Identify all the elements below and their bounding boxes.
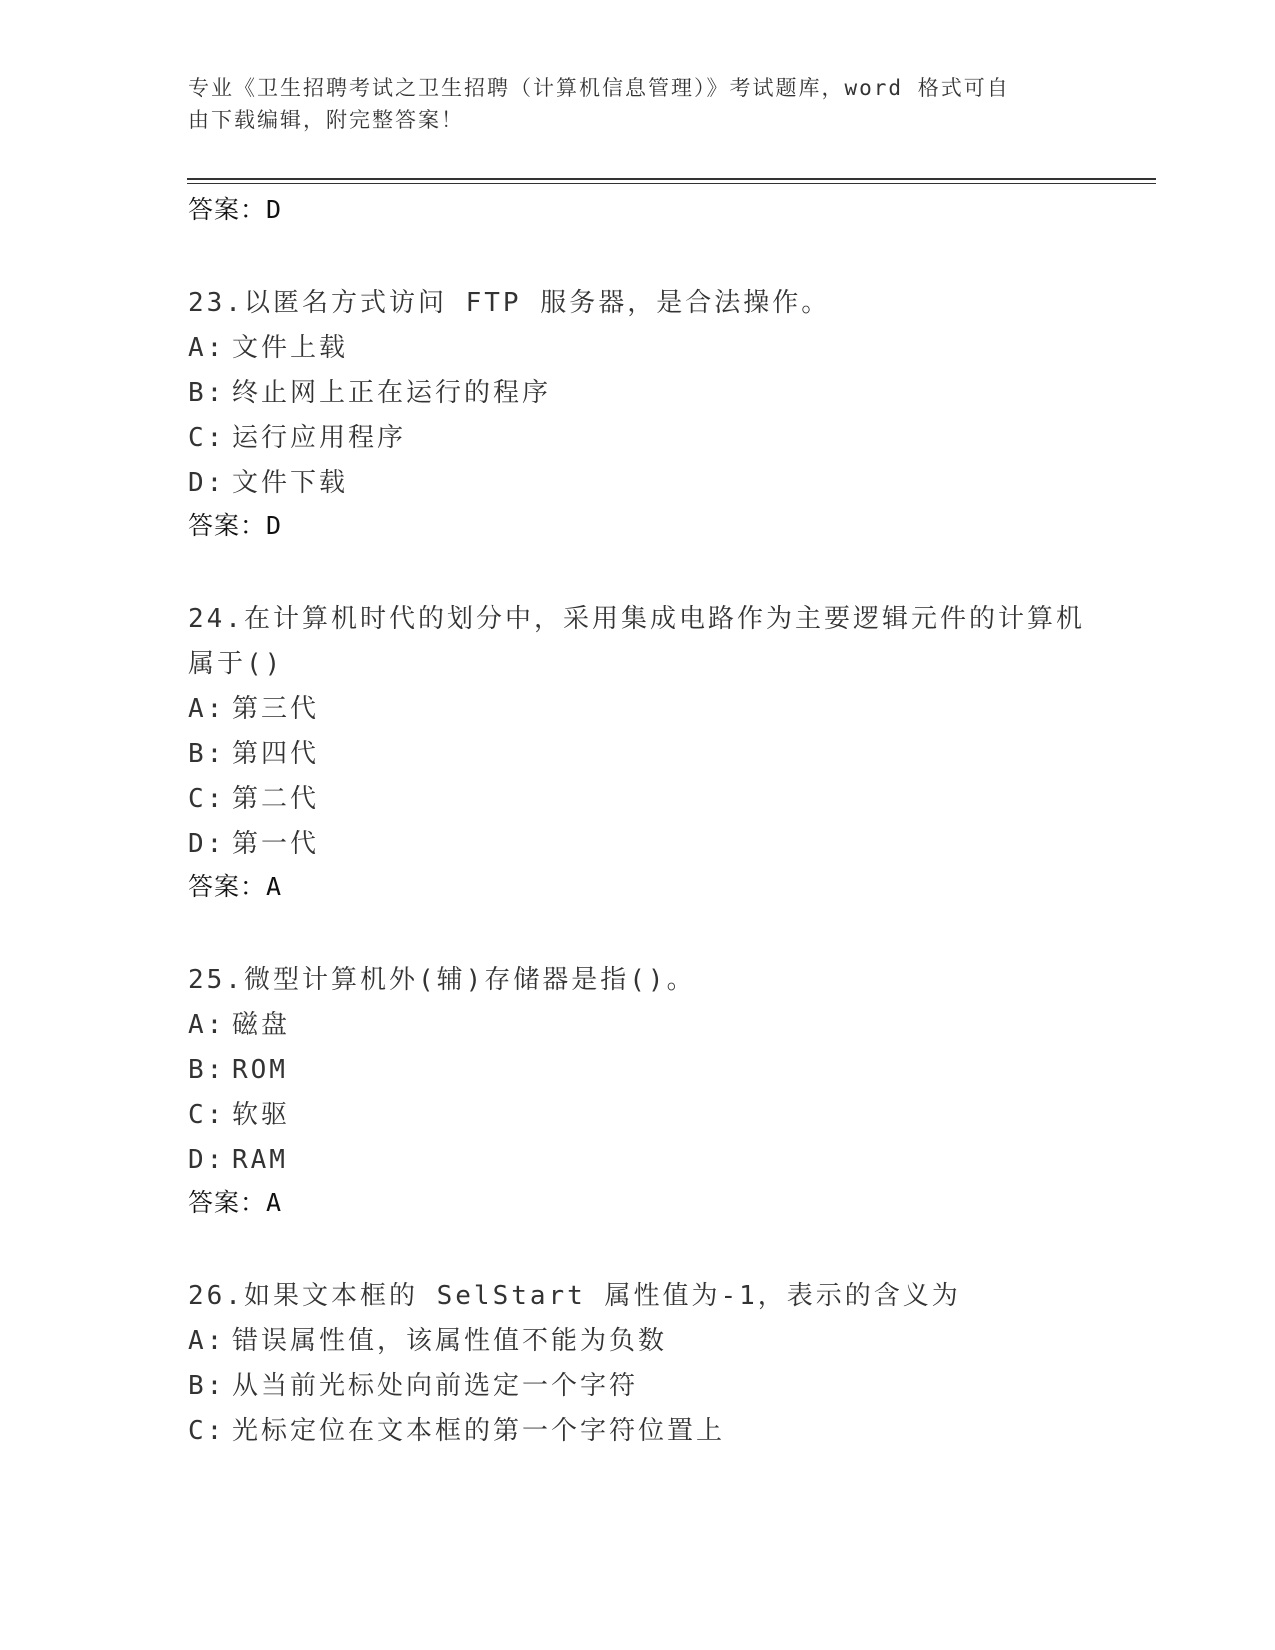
- option-c: [188, 777, 1088, 822]
- option-key: B:: [188, 1055, 226, 1085]
- option-key: A:: [188, 1010, 226, 1040]
- option-text: 运行应用程序: [232, 423, 407, 453]
- option-text: 第四代: [232, 739, 320, 769]
- answer-label: 答案：A: [188, 1188, 283, 1217]
- question-list: [188, 190, 1088, 1454]
- option-text: 第一代: [232, 829, 320, 859]
- option-text: 光标定位在文本框的第一个字符位置上: [232, 1416, 726, 1446]
- option-key: C:: [188, 784, 226, 814]
- option-a: [188, 326, 1088, 371]
- option-b: [188, 371, 1088, 416]
- answer-label: 答案：D: [188, 511, 283, 540]
- question-25: [188, 958, 1088, 1228]
- option-text: 文件下载: [232, 468, 349, 498]
- option-key: C:: [188, 423, 226, 453]
- answer-label: 答案：A: [188, 872, 283, 901]
- option-key: A:: [188, 333, 226, 363]
- option-c: [188, 1409, 1088, 1454]
- option-a: [188, 1319, 1088, 1364]
- answer-label: 答案：D: [188, 195, 283, 224]
- option-key: B:: [188, 1371, 226, 1401]
- option-b: [188, 732, 1088, 777]
- option-key: D:: [188, 1145, 226, 1175]
- option-key: A:: [188, 1326, 226, 1356]
- option-text: 错误属性值，该属性值不能为负数: [232, 1326, 668, 1356]
- option-key: C:: [188, 1416, 226, 1446]
- option-b: [188, 1364, 1088, 1409]
- option-a: [188, 1003, 1088, 1048]
- option-text: 终止网上正在运行的程序: [232, 378, 552, 408]
- intro-line-1: 专业《卫生招聘考试之卫生招聘（计算机信息管理）》考试题库，word 格式可自: [188, 76, 1010, 100]
- question-text: 25.微型计算机外(辅)存储器是指()。: [188, 965, 696, 995]
- question-24: [188, 597, 1088, 912]
- option-text: 磁盘: [232, 1010, 291, 1040]
- header-divider-thin: [187, 183, 1156, 184]
- option-text: 文件上载: [232, 333, 349, 363]
- option-key: C:: [188, 1100, 226, 1130]
- option-a: [188, 687, 1088, 732]
- option-d: [188, 1138, 1088, 1183]
- question-26: [188, 1274, 1088, 1454]
- option-key: A:: [188, 694, 226, 724]
- option-text: 第二代: [232, 784, 320, 814]
- intro-line-2: 由下载编辑，附完整答案！: [188, 108, 464, 132]
- question-text: 24.在计算机时代的划分中，采用集成电路作为主要逻辑元件的计算机属于(): [188, 604, 1085, 679]
- header-divider-thick: [187, 178, 1156, 180]
- option-b: [188, 1048, 1088, 1093]
- option-d: [188, 822, 1088, 867]
- option-text: 软驱: [232, 1100, 291, 1130]
- option-text: 从当前光标处向前选定一个字符: [232, 1371, 639, 1401]
- document-header: [188, 72, 1068, 136]
- option-key: D:: [188, 468, 226, 498]
- option-key: B:: [188, 739, 226, 769]
- option-c: [188, 1093, 1088, 1138]
- option-text: ROM: [232, 1055, 288, 1085]
- option-key: D:: [188, 829, 226, 859]
- question-text: 26.如果文本框的 SelStart 属性值为-1，表示的含义为: [188, 1281, 961, 1311]
- question-text: 23.以匿名方式访问 FTP 服务器，是合法操作。: [188, 288, 831, 318]
- option-d: [188, 461, 1088, 506]
- option-c: [188, 416, 1088, 461]
- question-23: [188, 281, 1088, 551]
- option-text: RAM: [232, 1145, 288, 1175]
- option-text: 第三代: [232, 694, 320, 724]
- option-key: B:: [188, 378, 226, 408]
